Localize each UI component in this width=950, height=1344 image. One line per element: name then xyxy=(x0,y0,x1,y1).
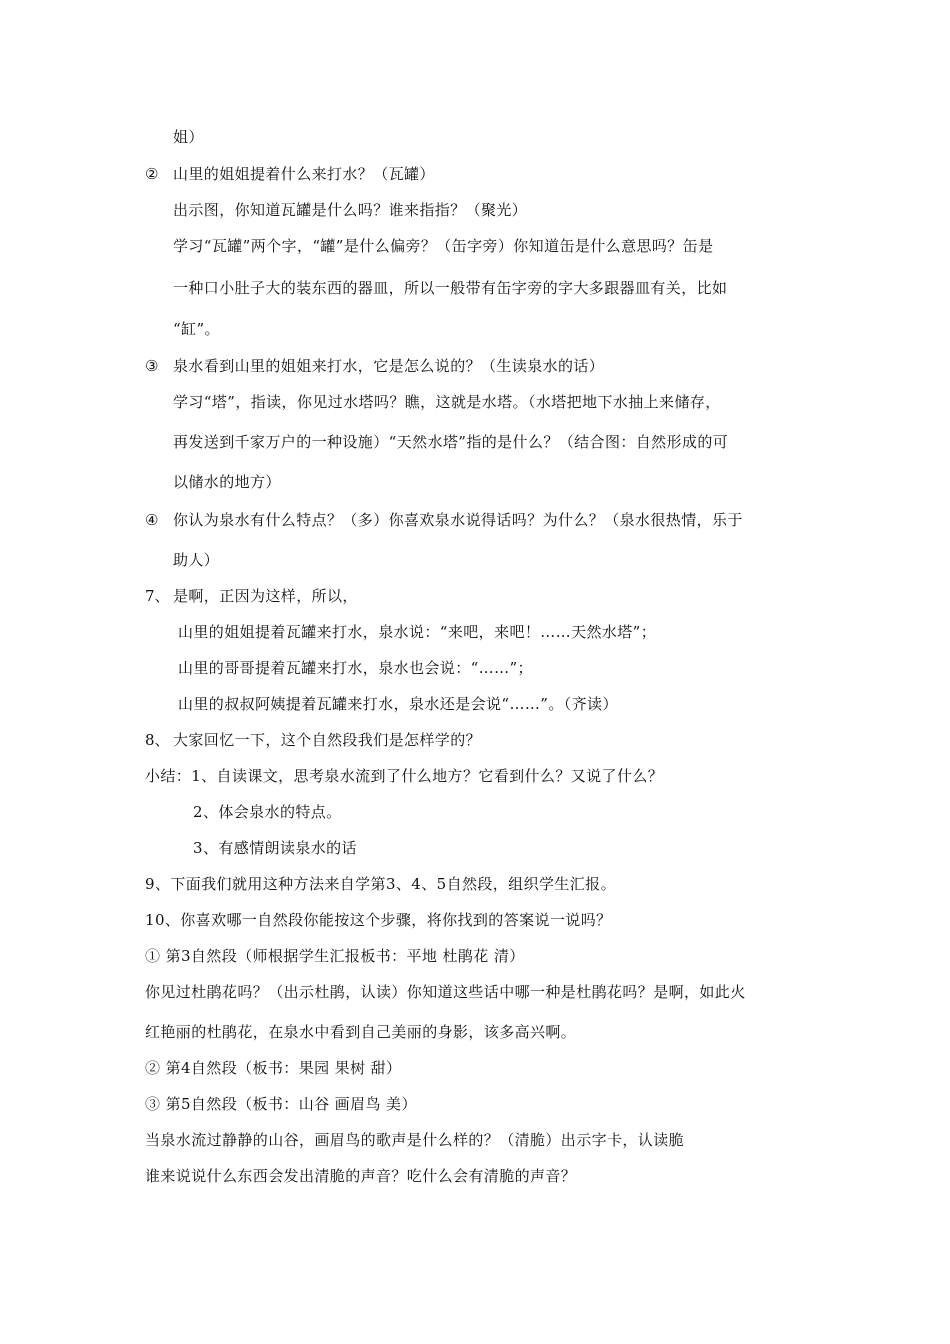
list-marker: 7、 xyxy=(145,587,170,605)
text-line: 你认为泉水有什么特点？（多）你喜欢泉水说得话吗？为什么？（泉水很热情，乐于 xyxy=(173,511,743,529)
text-line: 小结：1、自读课文，思考泉水流到了什么地方？它看到什么？又说了什么？ xyxy=(145,767,664,785)
text-line: 谁来说说什么东西会发出清脆的声音？吃什么会有清脆的声音？ xyxy=(145,1167,577,1185)
text-line: 9、下面我们就用这种方法来自学第3、4、5自然段，组织学生汇报。 xyxy=(145,875,616,893)
text-line: 学习“塔”，指读，你见过水塔吗？瞧，这就是水塔。（水塔把地下水抽上来储存， xyxy=(173,393,721,411)
text-line: 3、有感情朗读泉水的话 xyxy=(193,839,357,857)
list-marker: ③ xyxy=(145,357,159,375)
text-line: 以储水的地方） xyxy=(173,473,281,491)
text-line: 2、体会泉水的特点。 xyxy=(193,803,342,821)
text-line: 你见过杜鹃花吗？（出示杜鹃，认读）你知道这些话中哪一种是杜鹃花吗？是啊，如此火 xyxy=(145,983,746,1001)
text-line: 一种口小肚子大的装东西的器皿，所以一般带有缶字旁的字大多跟器皿有关，比如 xyxy=(173,279,728,297)
text-line: 是啊，正因为这样，所以， xyxy=(173,587,358,605)
text-line: ③ 第5自然段（板书：山谷 画眉鸟 美） xyxy=(145,1095,417,1113)
text-line: 10、你喜欢哪一自然段你能按这个步骤，将你找到的答案说一说吗？ xyxy=(145,911,612,929)
text-line: 助人） xyxy=(173,551,220,569)
text-line: 学习“瓦罐”两个字，“罐”是什么偏旁？（缶字旁）你知道缶是什么意思吗？缶是 xyxy=(173,237,714,255)
text-line: 山里的姐姐提着什么来打水？（瓦罐） xyxy=(173,165,435,183)
text-line: 山里的哥哥提着瓦罐来打水，泉水也会说：“……”； xyxy=(178,659,533,677)
text-line: 当泉水流过静静的山谷，画眉鸟的歌声是什么样的？（清脆）出示字卡，认读脆 xyxy=(145,1131,685,1149)
text-line: 姐） xyxy=(173,128,204,146)
text-line: 山里的叔叔阿姨提着瓦罐来打水，泉水还是会说“……”。（齐读） xyxy=(178,695,618,713)
text-line: 山里的姐姐提着瓦罐来打水，泉水说：“来吧，来吧！……天然水塔”； xyxy=(178,623,657,641)
list-marker: ④ xyxy=(145,511,159,529)
text-line: “缸”。 xyxy=(173,320,220,338)
text-line: 再发送到千家万户的一种设施）“天然水塔”指的是什么？（结合图：自然形成的可 xyxy=(173,433,729,451)
text-line: 出示图，你知道瓦罐是什么吗？谁来指指？（聚光） xyxy=(173,201,528,219)
list-marker: ② xyxy=(145,165,159,183)
text-line: ② 第4自然段（板书：果园 果树 甜） xyxy=(145,1059,402,1077)
list-marker: 8、 xyxy=(145,731,170,749)
text-line: 泉水看到山里的姐姐来打水，它是怎么说的？（生读泉水的话） xyxy=(173,357,605,375)
text-line: 红艳丽的杜鹃花，在泉水中看到自己美丽的身影，该多高兴啊。 xyxy=(145,1023,577,1041)
text-line: ① 第3自然段（师根据学生汇报板书：平地 杜鹃花 清） xyxy=(145,947,525,965)
text-line: 大家回忆一下，这个自然段我们是怎样学的？ xyxy=(173,731,482,749)
